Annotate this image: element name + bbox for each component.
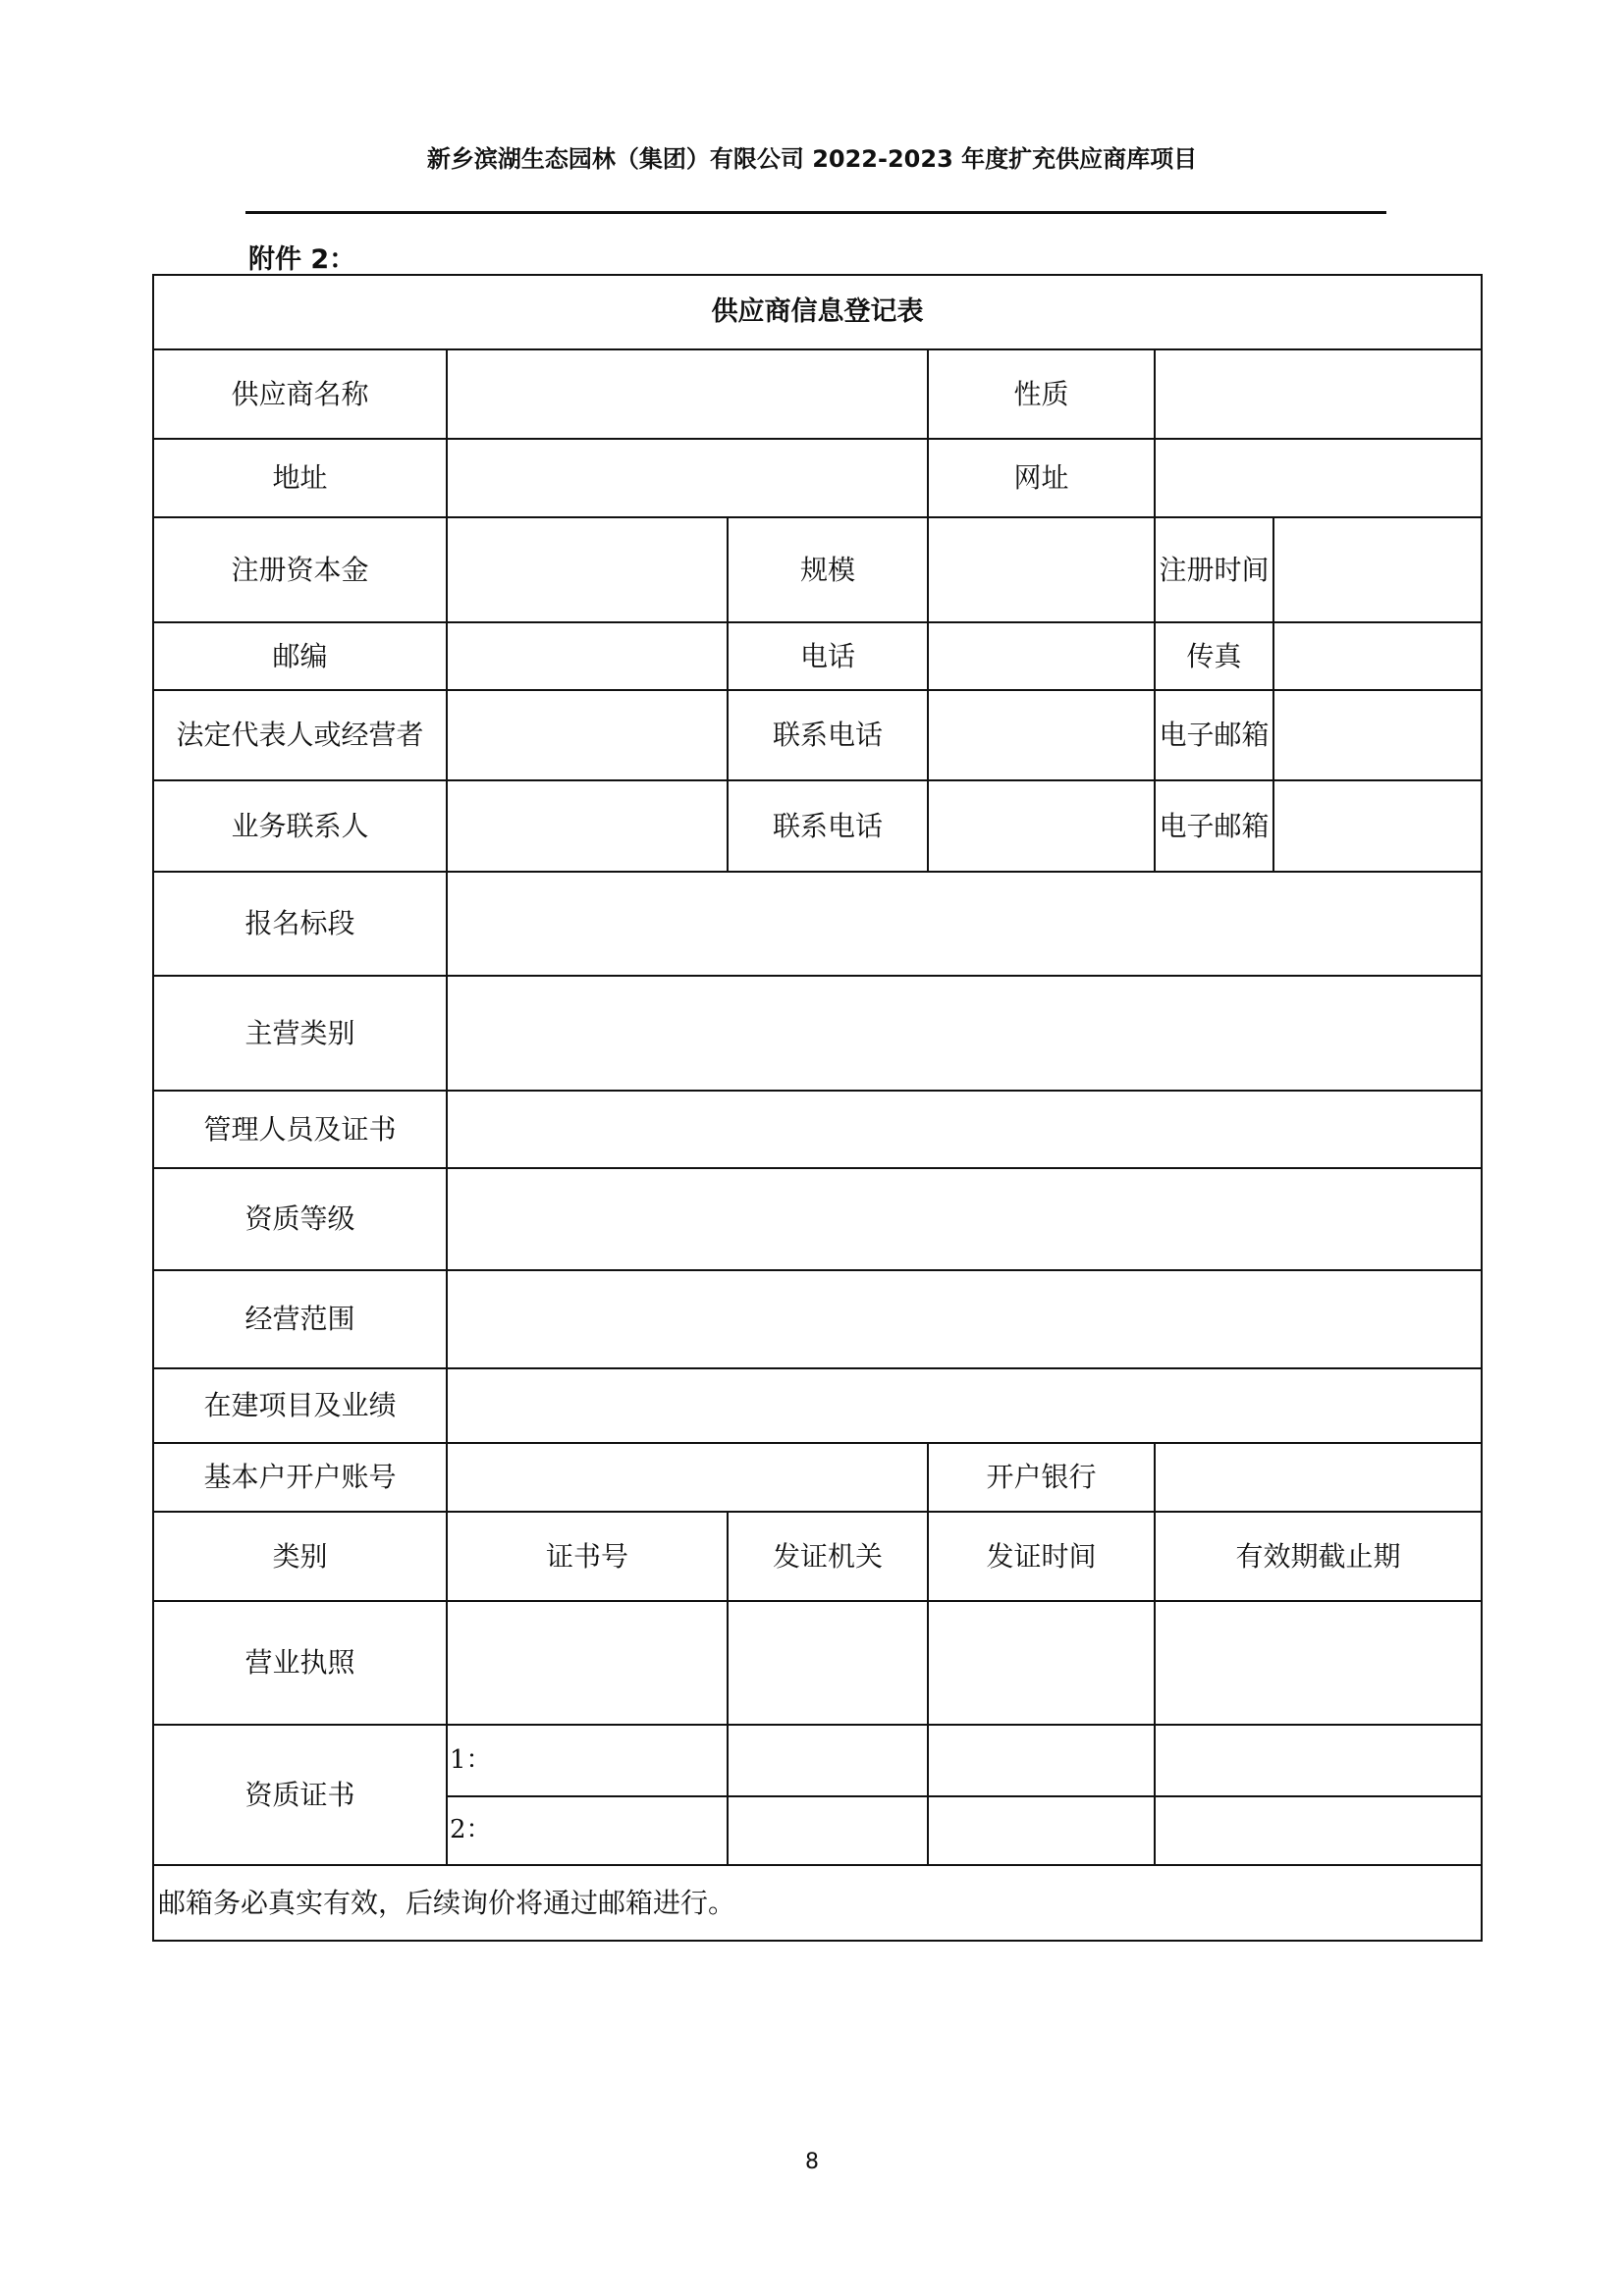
projects-label: 在建项目及业绩	[153, 1368, 447, 1443]
qualification-cert-2-issue-time-field[interactable]	[928, 1796, 1155, 1865]
phone-field[interactable]	[928, 622, 1155, 690]
business-license-label: 营业执照	[153, 1601, 447, 1725]
qualification-cert-2-number-field[interactable]: 2：	[447, 1796, 728, 1865]
qualification-cert-2-expiry-field[interactable]	[1155, 1796, 1482, 1865]
legal-contact-phone-label: 联系电话	[728, 690, 928, 780]
supplier-registration-form	[152, 274, 1483, 1942]
managers-field[interactable]	[447, 1091, 1482, 1168]
bank-account-field[interactable]	[447, 1443, 928, 1512]
projects-field[interactable]	[447, 1368, 1482, 1443]
document-header-title: 新乡滨湖生态园林（集团）有限公司 2022-2023 年度扩充供应商库项目	[426, 145, 1198, 173]
bank-account-label: 基本户开户账号	[153, 1443, 447, 1512]
email-note: 邮箱务必真实有效，后续询价将通过邮箱进行。	[153, 1865, 1482, 1941]
legal-email-field[interactable]	[1273, 690, 1482, 780]
attachment-label: 附件 2：	[248, 244, 356, 275]
business-contact-label: 业务联系人	[153, 780, 447, 872]
postal-code-label: 邮编	[153, 622, 447, 690]
supplier-name-label: 供应商名称	[153, 349, 447, 439]
bank-field[interactable]	[1155, 1443, 1482, 1512]
supplier-name-field[interactable]	[447, 349, 928, 439]
header-divider	[245, 211, 1386, 214]
business-contact-phone-field[interactable]	[928, 780, 1155, 872]
legal-email-label: 电子邮箱	[1155, 690, 1273, 780]
bank-label: 开户银行	[928, 1443, 1155, 1512]
main-category-field[interactable]	[447, 976, 1482, 1091]
registered-capital-field[interactable]	[447, 517, 728, 622]
nature-field[interactable]	[1155, 349, 1482, 439]
address-label: 地址	[153, 439, 447, 517]
registration-time-field[interactable]	[1273, 517, 1482, 622]
fax-label: 传真	[1155, 622, 1273, 690]
business-contact-phone-label: 联系电话	[728, 780, 928, 872]
cert-category-header: 类别	[153, 1512, 447, 1601]
qualification-cert-1-issuer-field[interactable]	[728, 1725, 928, 1796]
registered-capital-label: 注册资本金	[153, 517, 447, 622]
qualification-cert-1-expiry-field[interactable]	[1155, 1725, 1482, 1796]
qualification-cert-1-number-field[interactable]: 1：	[447, 1725, 728, 1796]
postal-code-field[interactable]	[447, 622, 728, 690]
cert-issuer-header: 发证机关	[728, 1512, 928, 1601]
main-category-label: 主营类别	[153, 976, 447, 1091]
managers-label: 管理人员及证书	[153, 1091, 447, 1168]
business-scope-label: 经营范围	[153, 1270, 447, 1368]
scale-label: 规模	[728, 517, 928, 622]
legal-representative-field[interactable]	[447, 690, 728, 780]
qualification-cert-label: 资质证书	[153, 1725, 447, 1865]
qualification-cert-1-issue-time-field[interactable]	[928, 1725, 1155, 1796]
registration-time-label: 注册时间	[1155, 517, 1273, 622]
business-contact-email-field[interactable]	[1273, 780, 1482, 872]
business-license-number-field[interactable]	[447, 1601, 728, 1725]
scale-field[interactable]	[928, 517, 1155, 622]
business-scope-field[interactable]	[447, 1270, 1482, 1368]
cert-expiry-header: 有效期截止期	[1155, 1512, 1482, 1601]
address-field[interactable]	[447, 439, 928, 517]
nature-label: 性质	[928, 349, 1155, 439]
qualification-cert-2-issuer-field[interactable]	[728, 1796, 928, 1865]
legal-representative-label: 法定代表人或经营者	[153, 690, 447, 780]
legal-contact-phone-field[interactable]	[928, 690, 1155, 780]
business-license-issue-time-field[interactable]	[928, 1601, 1155, 1725]
qualification-level-field[interactable]	[447, 1168, 1482, 1270]
bid-section-label: 报名标段	[153, 872, 447, 976]
website-field[interactable]	[1155, 439, 1482, 517]
business-license-expiry-field[interactable]	[1155, 1601, 1482, 1725]
form-title: 供应商信息登记表	[153, 275, 1482, 349]
cert-issue-time-header: 发证时间	[928, 1512, 1155, 1601]
business-contact-field[interactable]	[447, 780, 728, 872]
business-license-issuer-field[interactable]	[728, 1601, 928, 1725]
website-label: 网址	[928, 439, 1155, 517]
bid-section-field[interactable]	[447, 872, 1482, 976]
business-contact-email-label: 电子邮箱	[1155, 780, 1273, 872]
fax-field[interactable]	[1273, 622, 1482, 690]
phone-label: 电话	[728, 622, 928, 690]
cert-number-header: 证书号	[447, 1512, 728, 1601]
qualification-level-label: 资质等级	[153, 1168, 447, 1270]
page-number: 8	[805, 2150, 819, 2174]
